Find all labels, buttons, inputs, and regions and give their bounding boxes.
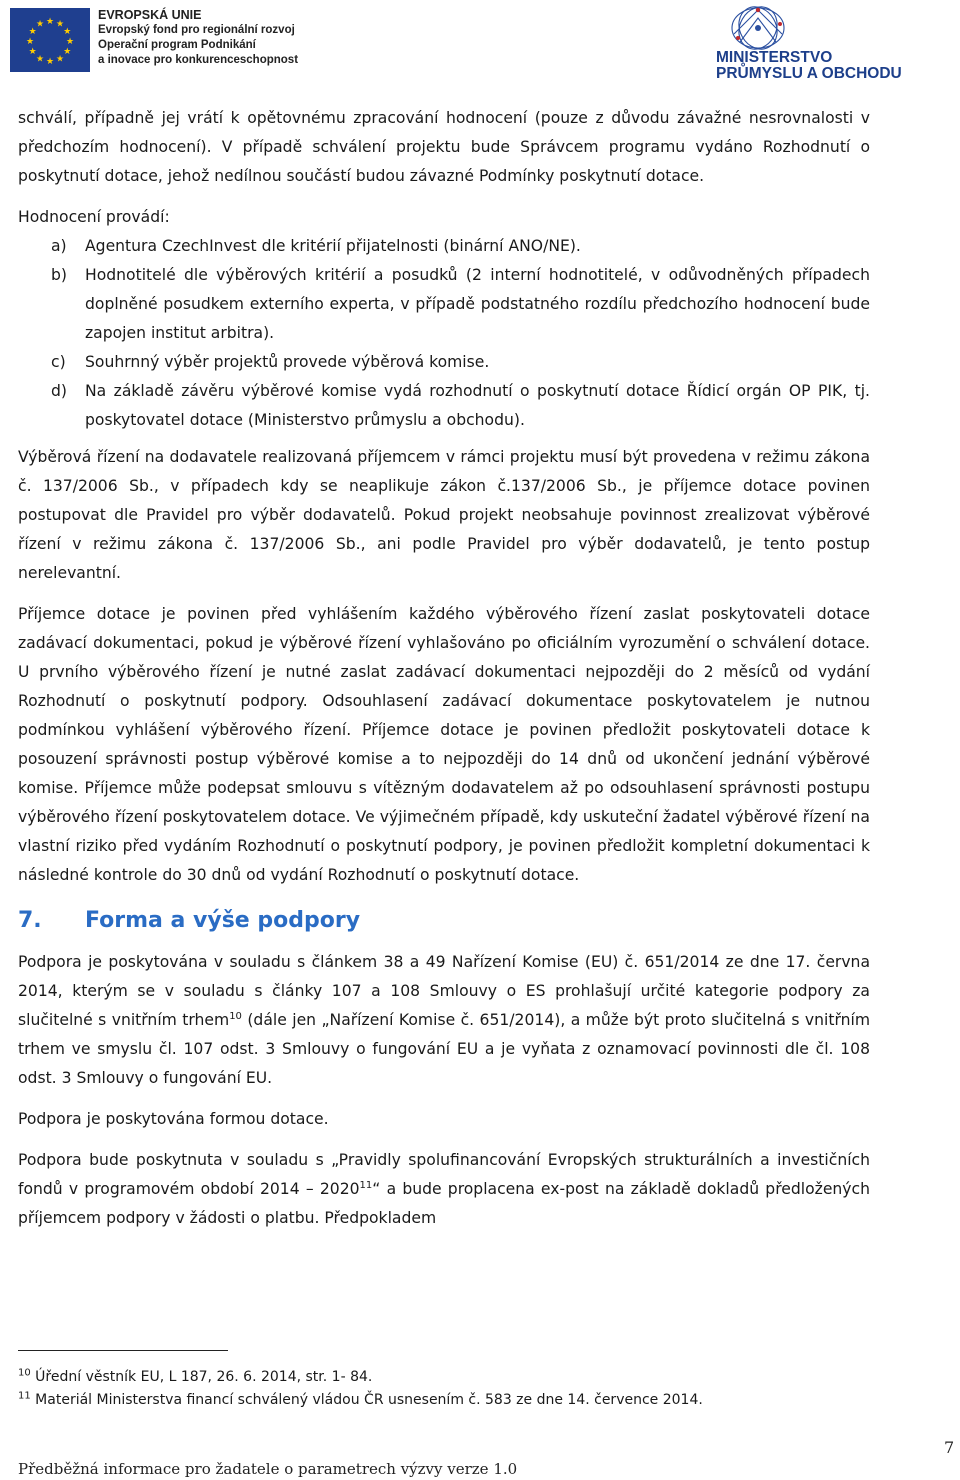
eu-star-icon: ★ (55, 53, 65, 64)
list-item-text: Hodnotitelé dle výběrových kritérií a posudků (2 interní hodnotitelé, v odůvodněných případech doplněné posudkem externího experta, v případě podstatného rozdílu předchozího hodnocení bude zapojen institut arbitra). (85, 266, 870, 342)
eu-star-icon: ★ (55, 18, 65, 29)
section-number: 7. (18, 908, 42, 933)
paragraph-text: Podpora je poskytována v souladu s článkem 38 a 49 Nařízení Komise (EU) č. 651/2014 ze dne 17. června 2014, kterým se v souladu s články 107 a 108 Smlouvy o ES prohlašují určité kategorie podpory za slučitelné s vnitřním trhem (18, 953, 870, 1029)
ministry-logo-text (716, 50, 902, 82)
footnote-ref[interactable]: 11 (359, 1179, 373, 1191)
list-marker: d) (51, 382, 67, 400)
paragraph: schválí, případně jej vrátí k opětovnému zpracování hodnocení (pouze z důvodu závažné nesrovnalosti v předchozím hodnocení). V případě schválení projektu bude Správcem programu vydáno Rozhodnutí o poskytnutí dotace, jehož nedílnou součástí budou závazné Podmínky poskytnutí dotace. (18, 109, 870, 185)
page-number: 7 (944, 1438, 955, 1457)
section-heading (18, 904, 870, 938)
page-footer: Předběžná informace pro žadatele o parametrech výzvy verze 1.0 (18, 1460, 518, 1478)
eu-logo-line: Operační program Podnikání (98, 39, 256, 51)
eu-star-icon: ★ (28, 46, 37, 56)
ministry-logo-line: PRŮMYSLU A OBCHODU (716, 65, 902, 82)
page-header (0, 0, 960, 90)
eu-logo-line: Evropský fond pro regionální rozvoj (98, 24, 295, 36)
paragraph-text: Podpora bude poskytnuta v souladu s „Pravidly spolufinancování Evropských strukturálních a investičních fondů v programovém období 2014 – 2020 (18, 1151, 870, 1198)
paragraph: Příjemce dotace je povinen před vyhlášením každého výběrového řízení zaslat poskytovateli dotace zadávací dokumentaci, pokud je výběrové řízení vyhlašováno po oficiálním vyrozumění o schválení dotace. U prvního výběrového řízení je nutné zaslat zadávací dokumentaci nejpozději do 2 měsíců od vydání Rozhodnutí o poskytnutí podpory. Odsouhlasení zadávací dokumentace poskytovatelem je nutnou podmínkou vyhlášení výběrového řízení. Příjemce dotace je povinen předložit poskytovateli dotace k posouzení správnosti postup výběrové komise a to nejpozději do 14 dnů od ukončení jednání výběrové komise. Příjemce může podepsat smlouvu s vítězným dodavatelem až po odsouhlasení správnosti postupu výběrového řízení poskytovatelem dotace. Ve výjimečném případě, kdy uskuteční žadatel výběrové řízení na vlastní riziko před vydáním Rozhodnutí o poskytnutí podpory, je povinen předložit kompletní dokumentaci k následné kontrole do 30 dnů od vydání Rozhodnutí o poskytnutí dotace. (18, 605, 870, 884)
list-item (18, 261, 870, 348)
paragraph-intro: Hodnocení provádí: (18, 208, 170, 226)
section-title: Forma a výše podpory (85, 908, 361, 933)
eu-star-icon: ★ (63, 46, 72, 56)
evaluation-list (18, 232, 870, 435)
list-item-text: Na základě závěru výběrové komise vydá rozhodnutí o poskytnutí dotace Řídicí orgán OP PIK, tj. poskytovatel dotace (Ministerstvo průmyslu a obchodu). (85, 382, 870, 429)
paragraph: Podpora je poskytována formou dotace. (18, 1110, 329, 1128)
eu-star-icon: ★ (45, 16, 55, 26)
list-marker: b) (51, 266, 67, 284)
ministry-logo (716, 4, 902, 84)
eu-star-icon: ★ (35, 18, 45, 29)
eu-star-icon: ★ (65, 36, 75, 46)
list-item (18, 377, 870, 435)
eu-logo-line: a inovace pro konkurenceschopnost (98, 54, 299, 66)
footnote (18, 1389, 918, 1412)
list-item-text: Agentura CzechInvest dle kritérií přijatelnosti (binární ANO/NE). (85, 237, 581, 255)
paragraph-text: (dále jen „Nařízení Komise č. 651/2014), a může být proto slučitelná s vnitřním trhem ve smyslu čl. 107 odst. 3 Smlouvy o fungování EU a je vyňata z oznamovací povinnosti dle čl. 108 odst. 3 Smlouvy o fungování EU. (18, 1011, 871, 1087)
list-marker: a) (51, 237, 67, 255)
eu-star-icon: ★ (35, 53, 45, 64)
footnote-number: 11 (18, 1390, 31, 1402)
footnotes (18, 1366, 918, 1412)
eu-star-icon: ★ (28, 26, 37, 36)
eu-star-icon: ★ (63, 26, 72, 36)
footnote-number: 10 (18, 1367, 31, 1379)
footnote-text: Materiál Ministerstva financí schválený vládou ČR usnesením č. 583 ze dne 14. července 2014. (30, 1392, 703, 1408)
eu-star-icon: ★ (45, 56, 55, 66)
ministry-emblem-icon (728, 4, 788, 52)
ministry-logo-line: MINISTERSTVO (716, 49, 833, 66)
eu-star-icon: ★ (25, 36, 35, 46)
footnote-ref[interactable]: 10 (229, 1010, 242, 1022)
list-marker: c) (51, 353, 66, 371)
paragraph (18, 1146, 870, 1233)
footnote (18, 1366, 918, 1389)
document-body (18, 104, 870, 1233)
list-item-text: Souhrnný výběr projektů provede výběrová komise. (85, 353, 490, 371)
paragraph-text: “ a bude proplacena ex-post na základě dokladů předložených příjemcem podpory v žádosti o platbu. Předpokladem (18, 1180, 870, 1227)
eu-logo-text (98, 8, 298, 68)
list-item (18, 348, 870, 377)
list-item (18, 232, 870, 261)
eu-flag-logo (10, 8, 90, 72)
footnote-text: Úřední věstník EU, L 187, 26. 6. 2014, str. 1- 84. (30, 1369, 373, 1385)
footnote-divider (18, 1350, 228, 1351)
paragraph: Výběrová řízení na dodavatele realizovaná příjemcem v rámci projektu musí být provedena v režimu zákona č. 137/2006 Sb., v případech kdy se neaplikuje zákon č.137/2006 Sb., je příjemce dotace povinen postupovat dle Pravidel pro výběr dodavatelů. Pokud projekt neobsahuje povinnost zrealizovat výběrové řízení v režimu zákona č. 137/2006 Sb., ani podle Pravidel pro výběr dodavatelů, je tento postup nerelevantní. (18, 448, 870, 582)
paragraph (18, 948, 870, 1093)
eu-logo-line: EVROPSKÁ UNIE (98, 8, 202, 22)
